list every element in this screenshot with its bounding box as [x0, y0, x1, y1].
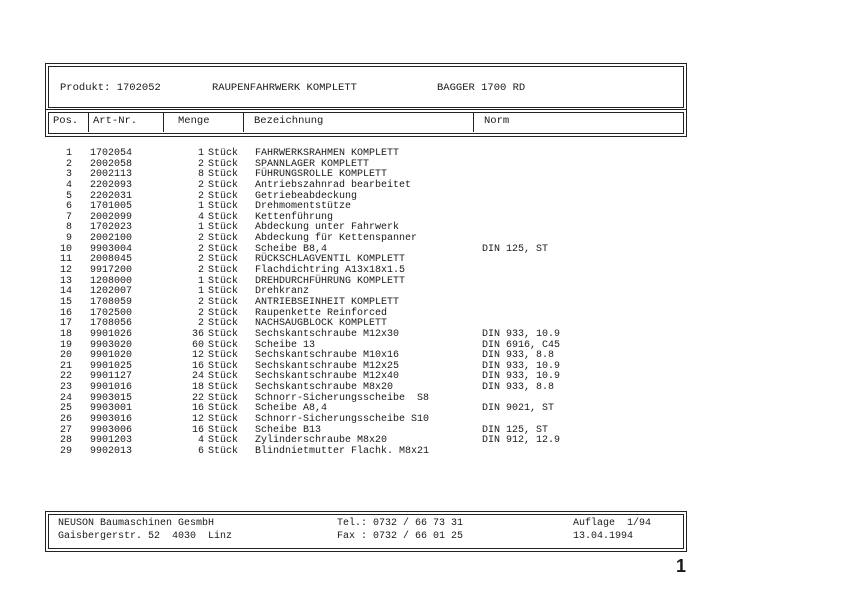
cell-art: 1702023	[90, 222, 133, 234]
cell-pos: 6	[65, 201, 72, 213]
cell-pos: 11	[59, 254, 72, 266]
table-row	[48, 394, 688, 405]
cell-pos: 21	[59, 360, 72, 372]
cell-desc: Drehmomentstütze	[255, 201, 352, 213]
cell-pos: 27	[59, 424, 72, 436]
cell-qty: 12	[191, 350, 204, 362]
cell-qty: 24	[191, 371, 204, 383]
cell-qty: 1	[197, 201, 204, 213]
column-header-menge: Menge	[178, 115, 210, 127]
cell-pos: 22	[59, 371, 72, 383]
cell-qty: 2	[197, 179, 204, 191]
cell-art: 1701005	[90, 201, 133, 213]
cell-desc: SPANNLAGER KOMPLETT	[255, 158, 370, 170]
cell-art: 9901127	[90, 371, 133, 383]
cell-qty: 2	[197, 254, 204, 266]
cell-unit: Stück	[208, 414, 239, 426]
cell-art: 9901020	[90, 350, 133, 362]
column-divider	[163, 112, 164, 132]
cell-art: 2002099	[90, 211, 133, 223]
cell-desc: Scheibe 13	[255, 339, 316, 351]
cell-qty: 2	[197, 318, 204, 330]
company-address: Gaisbergerstr. 52 4030 Linz	[58, 531, 233, 542]
cell-pos: 26	[59, 414, 72, 426]
cell-art: 2002100	[90, 233, 133, 245]
cell-pos: 20	[59, 350, 72, 362]
cell-unit: Stück	[208, 201, 239, 213]
cell-desc: FÜHRUNGSROLLE KOMPLETT	[255, 169, 388, 181]
cell-desc: Scheibe A8,4	[255, 403, 328, 415]
cell-norm: DIN 933, 10.9	[482, 328, 561, 340]
cell-qty: 1	[197, 222, 204, 234]
cell-unit: Stück	[208, 307, 239, 319]
cell-art: 9903001	[90, 403, 133, 415]
cell-qty: 6	[197, 445, 204, 457]
cell-art: 2002058	[90, 158, 133, 170]
column-header-norm: Norm	[484, 115, 510, 127]
table-row	[48, 330, 688, 341]
cell-unit: Stück	[208, 179, 239, 191]
cell-pos: 19	[59, 339, 72, 351]
table-row	[48, 234, 688, 245]
cell-unit: Stück	[208, 158, 239, 170]
cell-unit: Stück	[208, 328, 239, 340]
column-header-box	[48, 112, 684, 134]
phone-number: Tel.: 0732 / 66 73 31	[337, 518, 464, 529]
cell-unit: Stück	[208, 233, 239, 245]
cell-norm: DIN 933, 8.8	[482, 382, 555, 394]
cell-art: 9903020	[90, 339, 133, 351]
cell-qty: 4	[197, 211, 204, 223]
cell-pos: 2	[65, 158, 72, 170]
cell-desc: Getriebeabdeckung	[255, 190, 358, 202]
cell-qty: 8	[197, 169, 204, 181]
cell-desc: ANTRIEBSEINHEIT KOMPLETT	[255, 296, 400, 308]
cell-qty: 36	[191, 328, 204, 340]
cell-art: 2202031	[90, 190, 133, 202]
cell-unit: Stück	[208, 190, 239, 202]
cell-qty: 2	[197, 265, 204, 277]
cell-qty: 16	[191, 424, 204, 436]
column-divider	[243, 112, 244, 132]
table-row	[48, 192, 688, 203]
cell-pos: 9	[65, 233, 72, 245]
fax-number: Fax : 0732 / 66 01 25	[337, 531, 464, 542]
cell-pos: 14	[59, 286, 72, 298]
cell-unit: Stück	[208, 254, 239, 266]
cell-art: 9901025	[90, 360, 133, 372]
cell-unit: Stück	[208, 360, 239, 372]
cell-pos: 28	[59, 435, 72, 447]
cell-unit: Stück	[208, 222, 239, 234]
cell-unit: Stück	[208, 243, 239, 255]
cell-norm: DIN 9021, ST	[482, 403, 555, 415]
cell-unit: Stück	[208, 371, 239, 383]
cell-pos: 23	[59, 382, 72, 394]
column-divider	[88, 112, 89, 132]
cell-pos: 25	[59, 403, 72, 415]
cell-unit: Stück	[208, 403, 239, 415]
cell-pos: 3	[65, 169, 72, 181]
cell-norm: DIN 933, 10.9	[482, 360, 561, 372]
cell-art: 1708059	[90, 296, 133, 308]
cell-desc: Abdeckung unter Fahrwerk	[255, 222, 400, 234]
cell-art: 2002113	[90, 169, 133, 181]
cell-norm: DIN 125, ST	[482, 243, 549, 255]
cell-unit: Stück	[208, 211, 239, 223]
cell-pos: 15	[59, 296, 72, 308]
cell-qty: 2	[197, 243, 204, 255]
cell-qty: 2	[197, 296, 204, 308]
cell-art: 1208000	[90, 275, 133, 287]
column-divider	[473, 112, 474, 132]
cell-pos: 13	[59, 275, 72, 287]
cell-unit: Stück	[208, 392, 239, 404]
cell-art: 9902013	[90, 445, 133, 457]
cell-qty: 2	[197, 190, 204, 202]
cell-pos: 16	[59, 307, 72, 319]
cell-desc: Scheibe B13	[255, 424, 322, 436]
parts-list	[48, 149, 688, 458]
cell-desc: DREHDURCHFÜHRUNG KOMPLETT	[255, 275, 406, 287]
company-name: NEUSON Baumaschinen GesmbH	[58, 518, 215, 529]
cell-unit: Stück	[208, 445, 239, 457]
cell-pos: 12	[59, 265, 72, 277]
cell-norm: DIN 6916, C45	[482, 339, 561, 351]
cell-art: 1202007	[90, 286, 133, 298]
cell-unit: Stück	[208, 286, 239, 298]
document-date: 13.04.1994	[573, 531, 634, 542]
cell-art: 9903004	[90, 243, 133, 255]
cell-desc: Sechskantschraube M8x20	[255, 382, 394, 394]
table-row	[48, 181, 688, 192]
edition-label: Auflage 1/94	[573, 518, 652, 529]
cell-norm: DIN 125, ST	[482, 424, 549, 436]
cell-pos: 5	[65, 190, 72, 202]
machine-model: BAGGER 1700 RD	[437, 82, 526, 94]
cell-qty: 2	[197, 158, 204, 170]
cell-unit: Stück	[208, 296, 239, 308]
cell-qty: 2	[197, 233, 204, 245]
cell-desc: Drehkranz	[255, 286, 310, 298]
cell-art: 9901203	[90, 435, 133, 447]
cell-desc: Sechskantschraube M12x25	[255, 360, 400, 372]
cell-art: 9903016	[90, 414, 133, 426]
cell-art: 9901026	[90, 328, 133, 340]
cell-pos: 24	[59, 392, 72, 404]
cell-desc: FAHRWERKSRAHMEN KOMPLETT	[255, 148, 400, 159]
cell-qty: 60	[191, 339, 204, 351]
cell-qty: 12	[191, 414, 204, 426]
cell-pos: 7	[65, 211, 72, 223]
product-title: RAUPENFAHRWERK KOMPLETT	[212, 82, 357, 94]
cell-desc: Blindnietmutter Flachk. M8x21	[255, 445, 430, 457]
cell-unit: Stück	[208, 148, 239, 159]
cell-unit: Stück	[208, 265, 239, 277]
column-header-pos: Pos.	[53, 115, 79, 127]
cell-qty: 4	[197, 435, 204, 447]
cell-art: 9901016	[90, 382, 133, 394]
cell-qty: 2	[197, 307, 204, 319]
table-row	[48, 202, 688, 213]
cell-unit: Stück	[208, 275, 239, 287]
cell-desc: Antriebszahnrad bearbeitet	[255, 179, 412, 191]
cell-desc: Scheibe B8,4	[255, 243, 328, 255]
table-row	[48, 447, 688, 458]
cell-desc: Sechskantschraube M10x16	[255, 350, 400, 362]
cell-unit: Stück	[208, 339, 239, 351]
cell-qty: 1	[197, 286, 204, 298]
cell-desc: Sechskantschraube M12x30	[255, 328, 400, 340]
cell-qty: 1	[197, 148, 204, 159]
cell-desc: Schnorr-Sicherungsscheibe S8	[255, 392, 430, 404]
cell-desc: Raupenkette Reinforced	[255, 307, 388, 319]
cell-desc: NACHSAUGBLOCK KOMPLETT	[255, 318, 388, 330]
page-number: 1	[676, 556, 687, 576]
cell-pos: 18	[59, 328, 72, 340]
cell-desc: Kettenführung	[255, 211, 334, 223]
cell-pos: 1	[65, 148, 72, 159]
cell-qty: 16	[191, 403, 204, 415]
cell-qty: 16	[191, 360, 204, 372]
cell-art: 2202093	[90, 179, 133, 191]
table-row	[48, 277, 688, 288]
cell-unit: Stück	[208, 382, 239, 394]
product-number: Produkt: 1702052	[60, 82, 161, 94]
cell-art: 9917200	[90, 265, 133, 277]
column-header-art: Art-Nr.	[93, 115, 138, 127]
cell-pos: 8	[65, 222, 72, 234]
cell-art: 9903006	[90, 424, 133, 436]
cell-desc: Zylinderschraube M8x20	[255, 435, 388, 447]
cell-pos: 17	[59, 318, 72, 330]
cell-art: 1702054	[90, 148, 133, 159]
cell-qty: 22	[191, 392, 204, 404]
cell-unit: Stück	[208, 318, 239, 330]
cell-unit: Stück	[208, 424, 239, 436]
cell-unit: Stück	[208, 350, 239, 362]
table-row	[48, 298, 688, 309]
cell-qty: 18	[191, 382, 204, 394]
cell-unit: Stück	[208, 435, 239, 447]
cell-desc: Schnorr-Sicherungsscheibe S10	[255, 414, 430, 426]
cell-desc: RÜCKSCHLAGVENTIL KOMPLETT	[255, 254, 406, 266]
cell-desc: Abdeckung für Kettenspanner	[255, 233, 418, 245]
cell-art: 9903015	[90, 392, 133, 404]
cell-pos: 4	[65, 179, 72, 191]
cell-qty: 1	[197, 275, 204, 287]
cell-art: 2008045	[90, 254, 133, 266]
cell-desc: Flachdichtring A13x18x1.5	[255, 265, 406, 277]
column-header-bezeichnung: Bezeichnung	[254, 115, 324, 127]
cell-pos: 29	[59, 445, 72, 457]
cell-norm: DIN 933, 8.8	[482, 350, 555, 362]
cell-desc: Sechskantschraube M12x40	[255, 371, 400, 383]
cell-pos: 10	[59, 243, 72, 255]
cell-art: 1708056	[90, 318, 133, 330]
cell-unit: Stück	[208, 169, 239, 181]
cell-norm: DIN 933, 10.9	[482, 371, 561, 383]
table-row	[48, 415, 688, 426]
cell-art: 1702500	[90, 307, 133, 319]
cell-norm: DIN 912, 12.9	[482, 435, 561, 447]
